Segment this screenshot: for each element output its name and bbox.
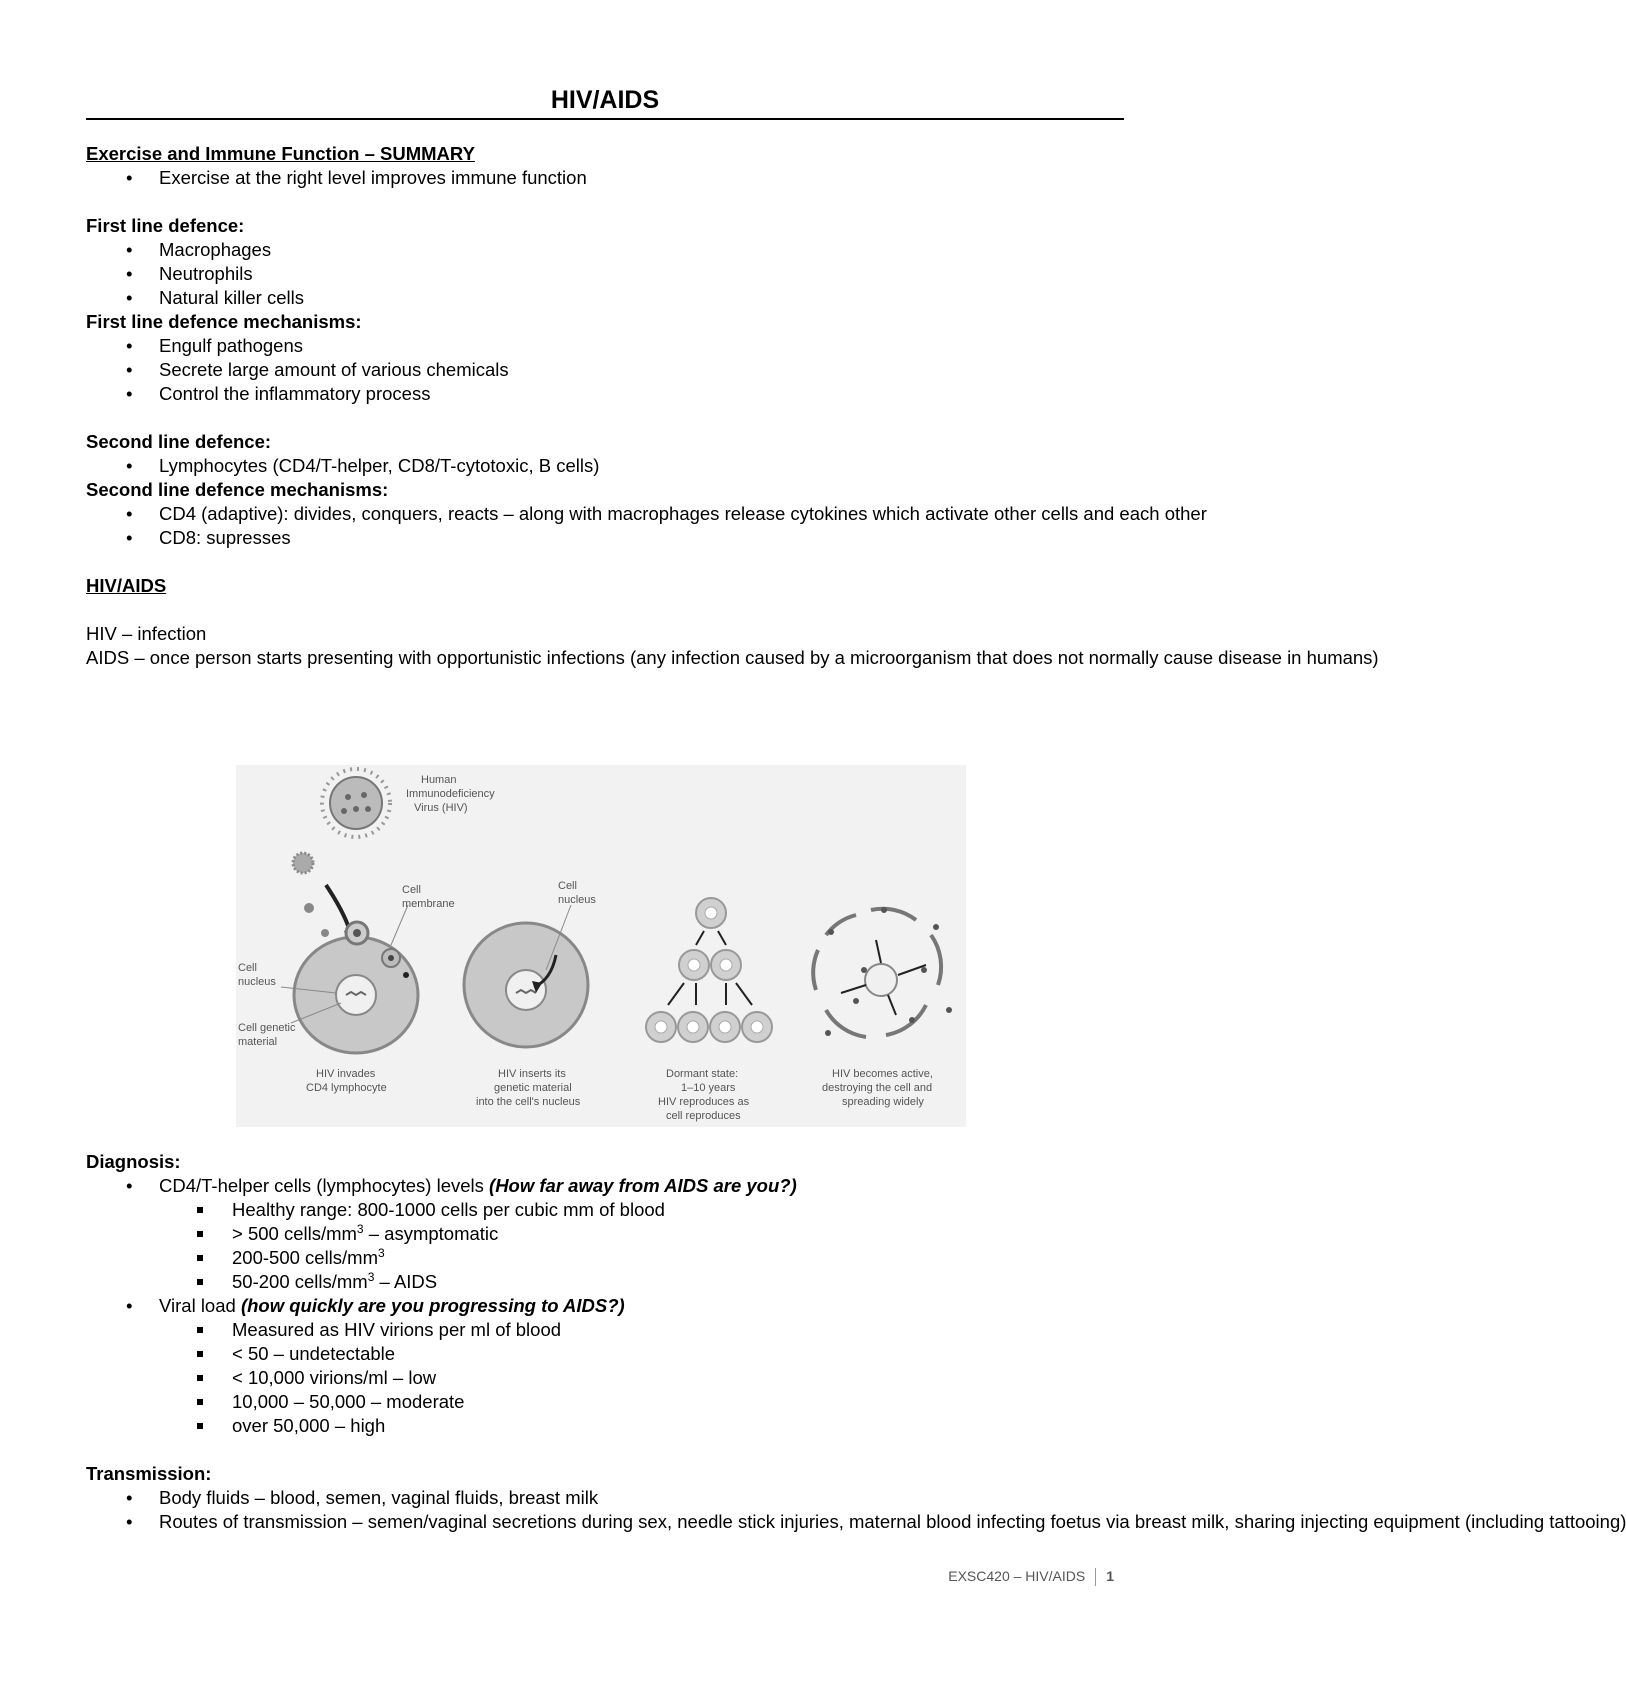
list-item: Measured as HIV virions per ml of blood bbox=[86, 1318, 1136, 1342]
caption-2-line-3: into the cell's nucleus bbox=[476, 1096, 581, 1108]
list-item: 50-200 cells/$mm^3$ – AIDS bbox=[86, 1270, 1136, 1294]
list-item: • Body fluids – blood, semen, vaginal fluids, breast milk bbox=[126, 1487, 599, 1508]
page-footer bbox=[948, 1568, 1114, 1586]
caption-1-line-1: HIV invades bbox=[316, 1068, 376, 1080]
diagnosis-heading: Diagnosis: bbox=[86, 1151, 181, 1172]
caption-3-line-3: HIV reproduces as bbox=[658, 1096, 750, 1108]
cell-nucleus-label-a2: nucleus bbox=[238, 976, 276, 988]
caption-3-line-2: 1–10 years bbox=[681, 1082, 736, 1094]
caption-4-line-3: spreading widely bbox=[842, 1096, 924, 1108]
page-number: 1 bbox=[1106, 1568, 1114, 1584]
list-item: Healthy range: 800-1000 cells per cubic mm of blood bbox=[86, 1198, 1136, 1222]
title-underline bbox=[86, 118, 1124, 120]
caption-1-line-2: CD4 lymphocyte bbox=[306, 1082, 387, 1094]
hiv-section-heading: HIV/AIDS bbox=[86, 575, 167, 596]
list-item: > 500 cells/$mm^3$ – asymptomatic bbox=[86, 1222, 1136, 1246]
cell-nucleus-label-b2: nucleus bbox=[558, 894, 596, 906]
hiv-virus-icon bbox=[322, 769, 390, 837]
cell-genetic-label-1: Cell genetic bbox=[238, 1022, 296, 1034]
caption-2-line-1: HIV inserts its bbox=[498, 1068, 566, 1080]
virus-label-2: Immunodeficiency bbox=[406, 788, 495, 800]
list-item: • Secrete large amount of various chemicals bbox=[126, 359, 509, 380]
list-item: 200-500 cells/$mm^3$ bbox=[86, 1246, 1136, 1270]
list-item: • Natural killer cells bbox=[126, 287, 304, 308]
transmission-heading: Transmission: bbox=[86, 1463, 212, 1484]
summary-heading: Exercise and Immune Function – SUMMARY bbox=[86, 143, 475, 164]
second-line-heading: Second line defence: bbox=[86, 431, 272, 452]
caption-3-line-1: Dormant state: bbox=[666, 1068, 739, 1080]
virus-label-1: Human bbox=[421, 774, 457, 786]
cell-membrane-label-1: Cell bbox=[402, 884, 421, 896]
list-item: < 10,000 virions/ml – low bbox=[86, 1366, 1136, 1390]
second-line-mech-heading: Second line defence mechanisms: bbox=[86, 479, 389, 500]
hiv-lifecycle-figure bbox=[236, 765, 966, 1127]
list-item: • Lymphocytes (CD4/T-helper, CD8/T-cytotoxic, B cells) bbox=[126, 455, 600, 476]
list-item: • CD4 (adaptive): divides, conquers, reacts – along with macrophages release cytokines which activate other cells and each other bbox=[126, 503, 1207, 524]
caption-4-line-2: destroying the cell and bbox=[822, 1082, 933, 1094]
list-item: • Macrophages bbox=[126, 239, 272, 260]
list-item: • CD8: supresses bbox=[126, 527, 291, 548]
list-item: • Neutrophils bbox=[126, 263, 253, 284]
list-item: < 50 – undetectable bbox=[86, 1342, 1136, 1366]
aids-definition: AIDS – once person starts presenting with opportunistic infections (any infection caused by a microorganism that does not normally cause disease in humans) bbox=[86, 647, 1379, 668]
list-item: over 50,000 – high bbox=[86, 1414, 1136, 1438]
list-item: • Control the inflammatory process bbox=[126, 383, 431, 404]
caption-4-line-1: HIV becomes active, bbox=[832, 1068, 933, 1080]
virus-label-3: Virus (HIV) bbox=[414, 802, 468, 814]
cell-nucleus-label-a1: Cell bbox=[238, 962, 257, 974]
list-item: • CD4/T-helper cells (lymphocytes) levels (How far away from AIDS are you?) bbox=[126, 1175, 797, 1196]
cell-membrane-label-2: membrane bbox=[402, 898, 455, 910]
first-line-mech-heading: First line defence mechanisms: bbox=[86, 311, 362, 332]
first-line-heading: First line defence: bbox=[86, 215, 245, 236]
footer-course: EXSC420 – HIV/AIDS bbox=[948, 1568, 1086, 1584]
list-item: • Viral load (how quickly are you progressing to AIDS?) bbox=[126, 1295, 625, 1316]
list-item: • Routes of transmission – semen/vaginal secretions during sex, needle stick injuries, maternal blood infecting foetus via breast milk, sharing injecting equipment (including tattooing) bbox=[126, 1511, 1626, 1532]
list-item: 10,000 – 50,000 – moderate bbox=[86, 1390, 1136, 1414]
cell-nucleus-label-b1: Cell bbox=[558, 880, 577, 892]
page-title: HIV/AIDS bbox=[550, 86, 660, 114]
document-body-lower bbox=[86, 1150, 1626, 1534]
cell-genetic-label-2: material bbox=[238, 1036, 278, 1048]
list-item: • Exercise at the right level improves immune function bbox=[126, 167, 587, 188]
hiv-definition: HIV – infection bbox=[86, 623, 207, 644]
caption-2-line-2: genetic material bbox=[494, 1082, 572, 1094]
list-item: • Engulf pathogens bbox=[126, 335, 304, 356]
document-body bbox=[86, 142, 1379, 670]
caption-3-line-4: cell reproduces bbox=[666, 1110, 741, 1122]
